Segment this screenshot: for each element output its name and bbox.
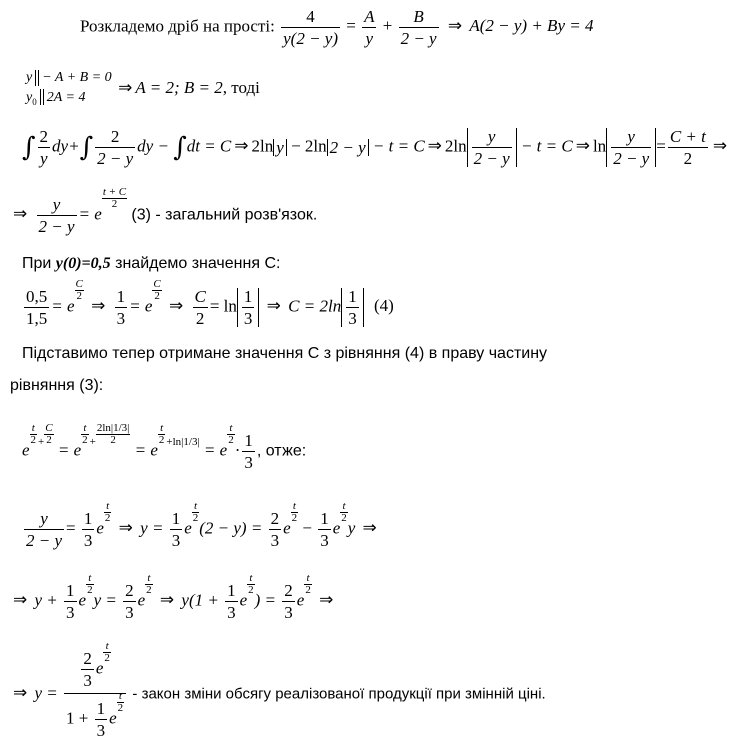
find-c-line: $\frac{0,5}{1,5}$ = e $\frac{C}{2}$ ⇒ $\frac{1}{3}$ = e $\frac{C}{2}$ ⇒ $\frac{C}{2}$ = ln $\frac{1}{3}$ ⇒ C = 2ln $\frac{1}{3}$ (4) bbox=[26, 278, 394, 328]
integral-sign: ∫ bbox=[173, 132, 187, 163]
fraction: $\frac{2}{3}$ bbox=[270, 509, 280, 550]
exponent: $\frac{2\ln|1/3|}{2}$ bbox=[96, 422, 130, 447]
absolute-value: y bbox=[273, 139, 287, 156]
integral-sign: ∫ bbox=[79, 132, 94, 163]
fraction: $\frac{0,5}{1,5}$ bbox=[26, 287, 48, 328]
fraction: $\frac{B}{2 - y}$ bbox=[400, 7, 437, 48]
equation-label: (4) bbox=[373, 296, 394, 316]
initial-condition: y(0)=0,5 bbox=[55, 255, 111, 272]
fraction: $\frac{C}{2}$ bbox=[194, 287, 206, 328]
fraction: $\frac{y}{2 - y}$ bbox=[613, 127, 650, 168]
partial-fraction-line: Розкладемо дріб на прості: $\frac{4}{y(2 - y)}$ = $\frac{A}{y}$ + $\frac{B}{2 - y}$ ⇒ A(2 − y) + By = 4 bbox=[80, 7, 594, 48]
final-fraction: $\frac{2}{3}$ e $\frac{t}{2}$ 1 + $\frac{1}{3}$ e $\frac{t}{2}$ bbox=[64, 650, 126, 739]
integral-sign: ∫ bbox=[22, 132, 36, 163]
fraction: $\frac{1}{3}$ bbox=[244, 431, 253, 472]
coefficient-system: y − A + B = 0 $y_0$ 2A = 4 ⇒ A = 2; B = 2, тоді bbox=[26, 70, 260, 107]
fraction: $\frac{1}{3}$ bbox=[243, 287, 253, 328]
general-solution-line: ⇒ $\frac{y}{2 - y}$ = e $\frac{t + C}{2}$ (3) - загальний розв'язок. bbox=[13, 186, 318, 236]
fraction: $\frac{y}{2 - y}$ bbox=[473, 127, 510, 168]
exponent: $\frac{t}{2}$ bbox=[158, 422, 165, 447]
partial-fraction-intro: Розкладемо дріб на прості: bbox=[80, 16, 275, 36]
system-bar bbox=[40, 89, 44, 105]
exponent: $\frac{C}{2}$ bbox=[45, 422, 53, 447]
system-bar bbox=[35, 70, 39, 86]
exponent: $\frac{t}{2}$ bbox=[341, 500, 347, 525]
exponent: $\frac{t}{2}$ bbox=[87, 572, 93, 597]
fraction: $\frac{2}{2 - y}$ bbox=[97, 127, 134, 168]
fraction: $\frac{y}{2 - y}$ bbox=[38, 195, 75, 236]
exponent: $\frac{t}{2}$ bbox=[248, 572, 254, 597]
fraction: $\frac{2}{3}$ bbox=[284, 581, 293, 622]
solution-line-1: $\frac{y}{2 - y}$ = $\frac{1}{3}$ e $\frac{t}{2}$ ⇒ y = $\frac{1}{3}$ e $\frac{t}{2}$ (2 − y) = $\frac{2}{3}$ e $\frac{t}{2}$ − $\frac{1}{3}$ e $\frac{t}{2}$ y ⇒ bbox=[26, 500, 377, 550]
fraction: $\frac{2}{3}$ bbox=[125, 581, 134, 622]
exponent: $\frac{t + C}{2}$ bbox=[102, 186, 127, 211]
absolute-value bbox=[467, 128, 517, 167]
final-solution-line: ⇒ y = $\frac{2}{3}$ e $\frac{t}{2}$ 1 + $\frac{1}{3}$ e $\frac{t}{2}$ - закон зміни обсягу реалізованої продукції при змінній ціні. bbox=[13, 640, 546, 740]
exponent: $\frac{t}{2}$ bbox=[104, 640, 110, 665]
absolute-value bbox=[341, 288, 364, 327]
absolute-value bbox=[237, 288, 260, 327]
absolute-value bbox=[606, 128, 656, 167]
exponent: $\frac{t}{2}$ bbox=[117, 690, 124, 715]
exponent: $\frac{C}{2}$ bbox=[153, 278, 161, 303]
fraction: $\frac{1}{3}$ bbox=[348, 287, 357, 328]
fraction: $\frac{A}{y}$ bbox=[364, 7, 375, 48]
exponent: $\frac{t}{2}$ bbox=[146, 572, 152, 597]
fraction: $\frac{1}{3}$ bbox=[227, 581, 236, 622]
exponent: $\frac{t}{2}$ bbox=[305, 572, 311, 597]
fraction: $\frac{2}{3}$ bbox=[83, 649, 92, 690]
exponent: $\frac{t}{2}$ bbox=[228, 422, 234, 447]
paragraph-line-1: Підставимо тепер отримане значення C з рівняння (4) в праву частину bbox=[22, 345, 548, 362]
paragraph-line-2: рівняння (3): bbox=[10, 377, 104, 394]
partial-fraction-equation: A(2 − y) + By = 4 bbox=[469, 16, 594, 36]
solution-line-2: ⇒ y + $\frac{1}{3}$ e $\frac{t}{2}$ y = $\frac{2}{3}$ e $\frac{t}{2}$ ⇒ y(1 + $\frac{1}{3}$ e $\frac{t}{2}$ ) = $\frac{2}{3}$ e $\frac{t}{2}$ ⇒ bbox=[13, 572, 334, 622]
exponent: $\frac{t}{2}$ bbox=[104, 500, 111, 525]
exponent: $\frac{t}{2}$ bbox=[192, 500, 199, 525]
initial-condition-line: При y(0)=0,5 знайдемо значення C: bbox=[22, 255, 281, 272]
fraction: $\frac{1}{3}$ bbox=[320, 509, 329, 550]
coefficient-result: A = 2; B = 2 bbox=[135, 78, 223, 97]
c-value: C = 2ln bbox=[288, 296, 342, 316]
fraction: $\frac{1}{3}$ bbox=[66, 581, 75, 622]
fraction: $\frac{1}{3}$ bbox=[83, 509, 93, 550]
general-solution-label: (3) - загальний розв'язок. bbox=[131, 206, 318, 224]
absolute-value: 2 − y bbox=[327, 139, 369, 156]
exponent: $\frac{t}{2}$ bbox=[82, 422, 88, 447]
final-description: - закон зміни обсягу реалізованої продукції при змінній ціні. bbox=[132, 685, 546, 703]
exponent: $\frac{t}{2}$ bbox=[30, 422, 37, 447]
exponent: $\frac{t}{2}$ bbox=[291, 500, 298, 525]
exponent: $\frac{C}{2}$ bbox=[75, 278, 83, 303]
fraction: $\frac{y}{2 - y}$ bbox=[26, 509, 63, 550]
fraction: $\frac{1}{3}$ bbox=[171, 509, 181, 550]
fraction: $\frac{1}{3}$ bbox=[96, 699, 106, 740]
exponent-chain-line: e $\frac{t}{2}$ + $\frac{C}{2}$ = e $\frac{t}{2}$ + $\frac{2\ln|1/3|}{2}$ = e $\frac{t}{2}$ $^{+ln|1/3|}$ = e $\frac{t}{2}$ · $\frac{1}{3}$ , отже: bbox=[22, 422, 307, 472]
fraction: $\frac{2}{y}$ bbox=[39, 127, 49, 168]
fraction: $\frac{4}{y(2 - y)}$ bbox=[283, 7, 338, 48]
integral-line: ∫ $\frac{2}{y}$ dy+∫ $\frac{2}{2 - y}$ dy − ∫dt = C ⇒ 2ln y − 2ln 2 − y − t = C ⇒ 2ln $\frac{y}{2 - y}$ − t = C ⇒ ln $\frac{y}{2 - y}$ = $\frac{C + t}{2}$ ⇒ bbox=[22, 127, 728, 168]
fraction: $\frac{C + t}{2}$ bbox=[669, 127, 706, 168]
fraction: $\frac{1}{3}$ bbox=[116, 287, 126, 328]
